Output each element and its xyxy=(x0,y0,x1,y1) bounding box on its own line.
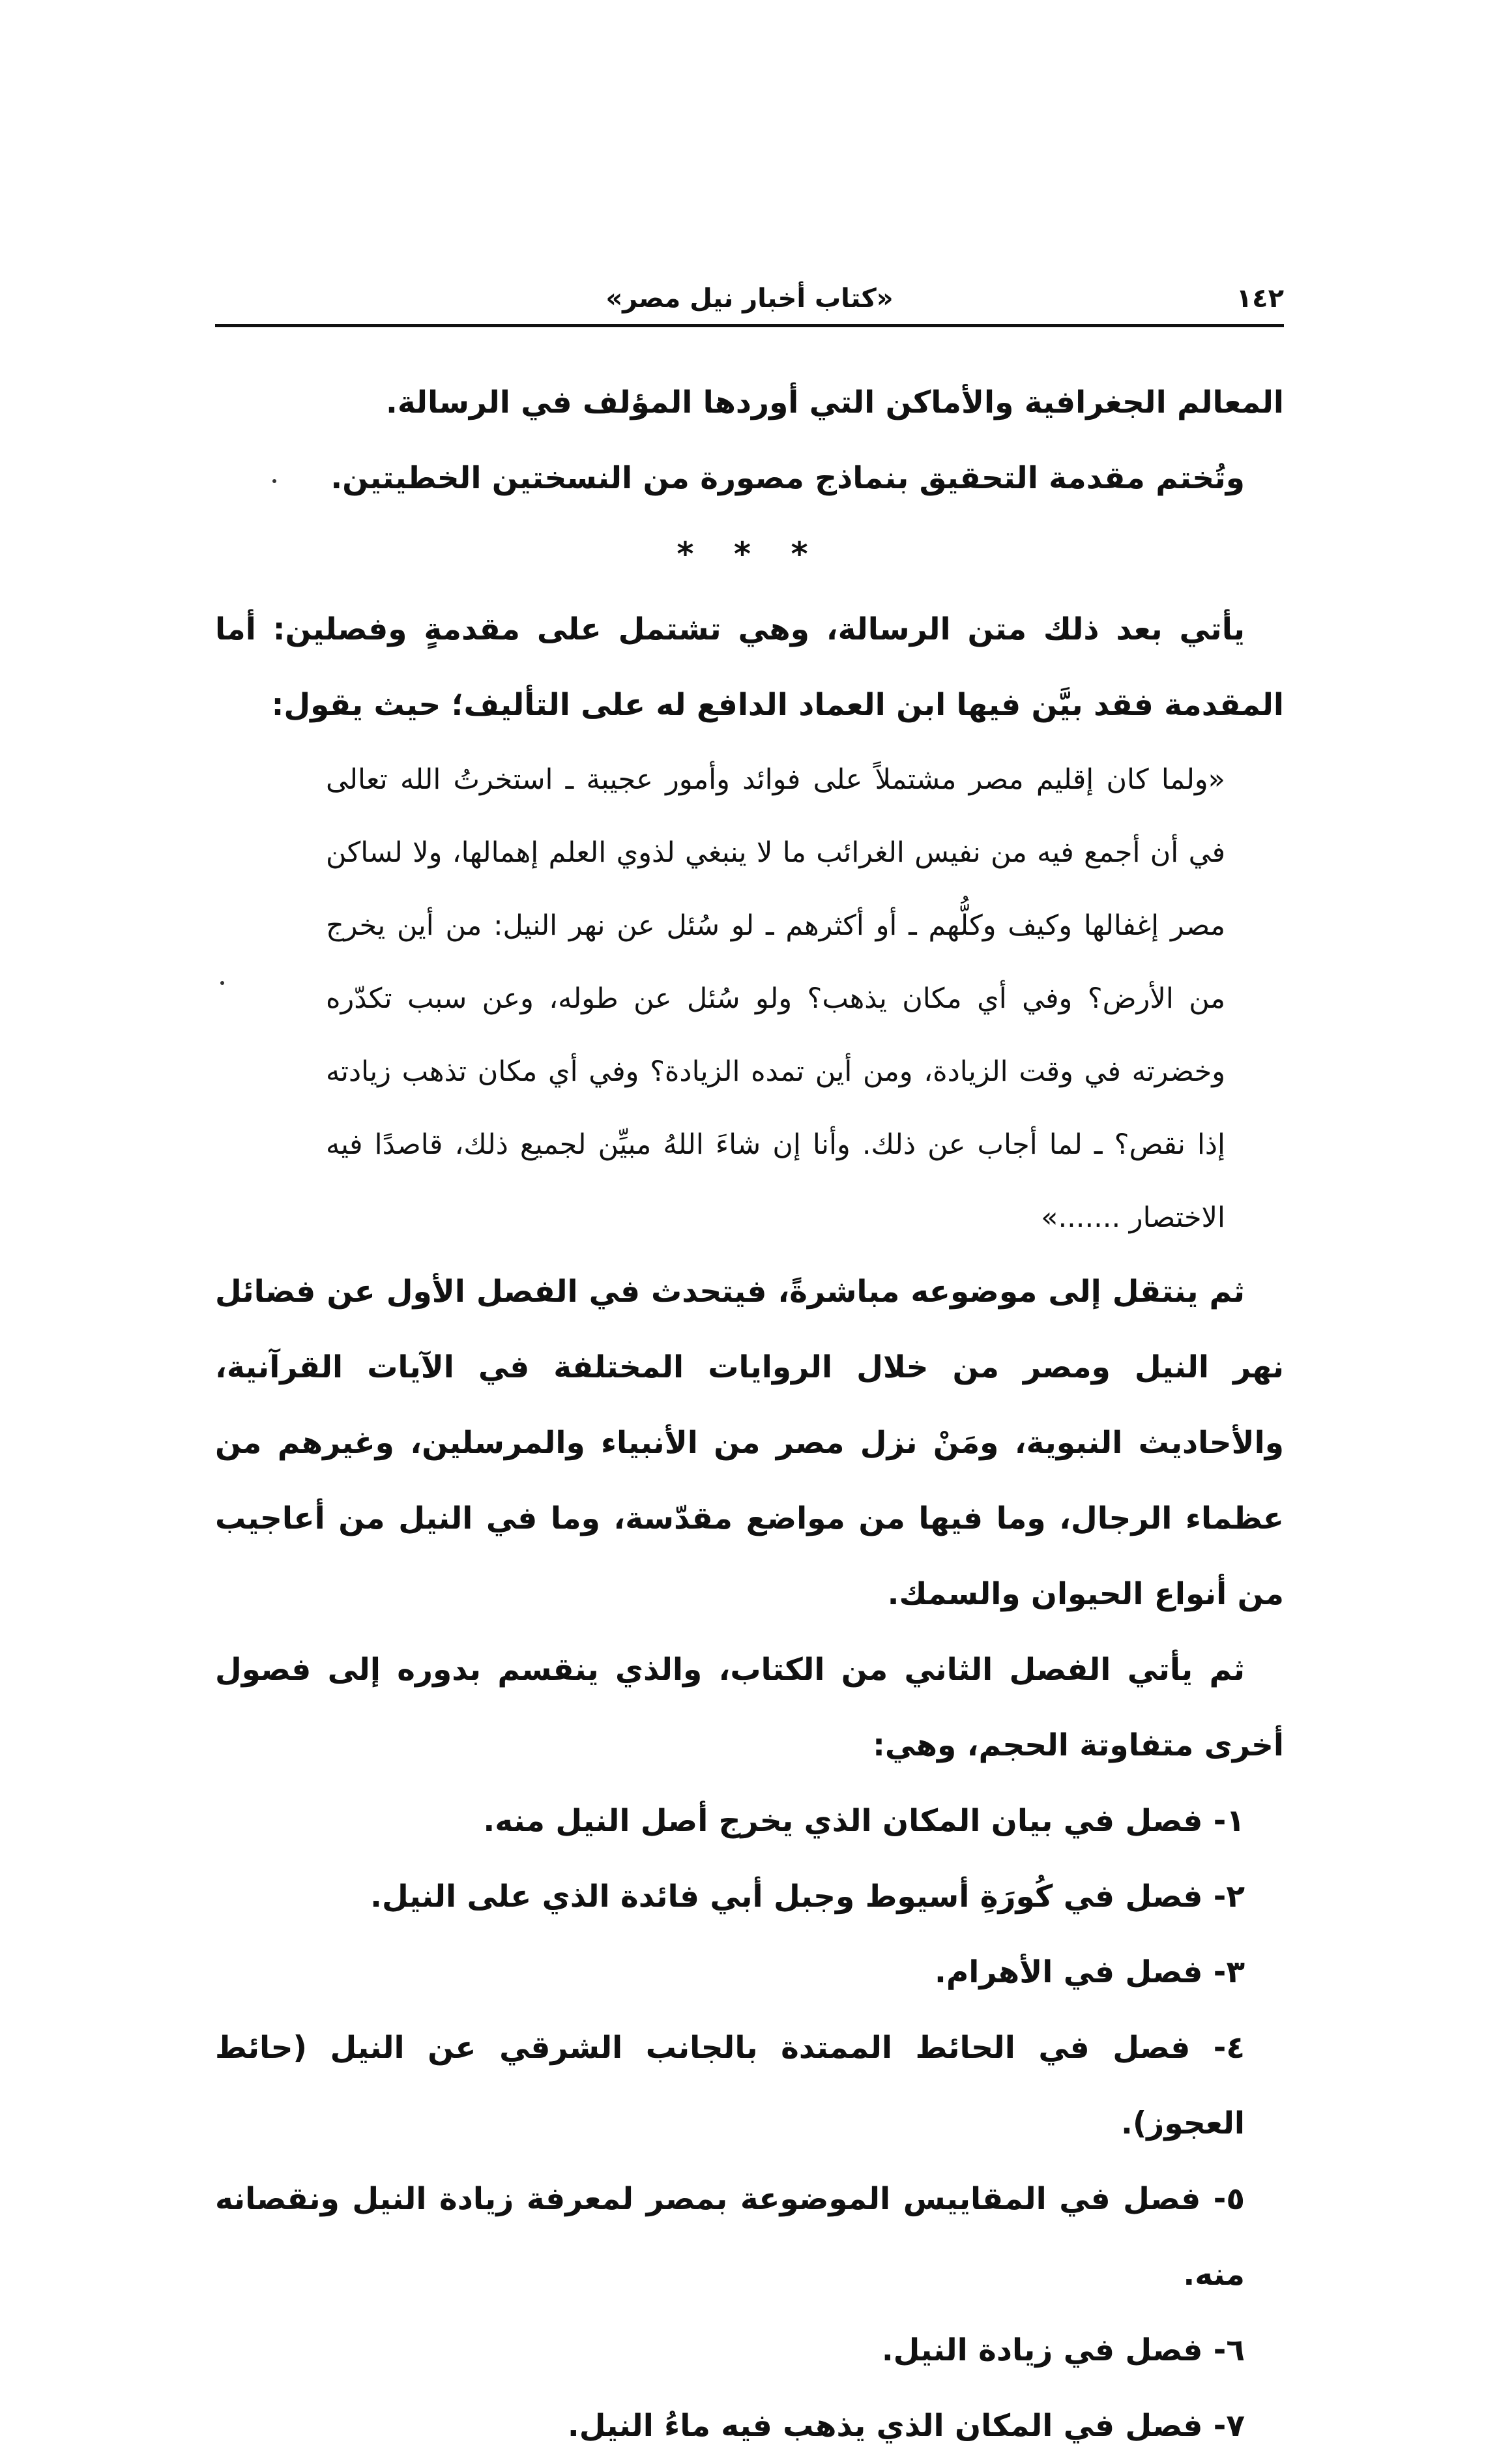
paragraph-chapter-one: ثم ينتقل إلى موضوعه مباشرةً، فيتحدث في الفصل الأول عن فضائل نهر النيل ومصر من خلال الروايات المختلفة في الآيات القرآنية، والأحاديث النبوية، ومَنْ نزل مصر من الأنبياء والمرسلين، وغيرهم من عظماء الرجال، وما فيها من مواضع مقدّسة، وما في النيل من أعاجيب من أنواع الحيوان والسمك. xyxy=(215,1274,1284,1612)
section-separator: * * * xyxy=(677,535,822,573)
paragraph-intro: يأتي بعد ذلك متن الرسالة، وهي تشتمل على مقدمةٍ وفصلين: أما المقدمة فقد بيَّن فيها ابن العماد الدافع له على التأليف؛ حيث يقول: xyxy=(215,611,1284,723)
paragraph-chapter-two: ثم يأتي الفصل الثاني من الكتاب، والذي ينقسم بدوره إلى فصول أخرى متفاوتة الحجم، وهي: xyxy=(215,1652,1284,1763)
closing-line: وتُختم مقدمة التحقيق بنماذج مصورة من النسختين الخطيتين. xyxy=(330,460,1245,496)
list-item: ٣- فصل في الأهرام. xyxy=(935,1954,1245,1990)
list-item: ٦- فصل في زيادة النيل. xyxy=(881,2332,1245,2368)
intro-line: المعالم الجغرافية والأماكن التي أوردها المؤلف في الرسالة. xyxy=(386,385,1284,420)
list-item: ١- فصل في بيان المكان الذي يخرج أصل النيل منه. xyxy=(483,1803,1245,1839)
list-item: ٢- فصل في كُورَةِ أسيوط وجبل أبي فائدة الذي على النيل. xyxy=(370,1879,1245,1914)
header-rule xyxy=(215,324,1284,327)
scan-speck xyxy=(272,479,276,483)
page-number: ١٤٢ xyxy=(1236,284,1284,314)
list-item: ٧- فصل في المكان الذي يذهب فيه ماءُ النيل. xyxy=(567,2408,1245,2444)
author-quote: «ولما كان إقليم مصر مشتملاً على فوائد وأمور عجيبة ـ استخرتُ الله تعالى في أن أجمع فيه من نفيس الغرائب ما لا ينبغي لذوي العلم إهمالها، ولا لساكن مصر إغفالها وكيف وكلُّهم ـ أو أكثرهم ـ لو سُئل عن نهر النيل: من أين يخرج من الأرض؟ وفي أي مكان يذهب؟ ولو سُئل عن طوله، وعن سبب تكدّره وخضرته في وقت الزيادة، ومن أين تمده الزيادة؟ وفي أي مكان تذهب زيادته إذا نقص؟ ـ لما أجاب عن ذلك. وأنا إن شاءَ اللهُ مبيِّن لجميع ذلك، قاصدًا فيه الاختصار .......» xyxy=(326,763,1225,1234)
list-item: ٤- فصل في الحائط الممتدة بالجانب الشرقي عن النيل (حائط العجوز). xyxy=(215,2030,1245,2141)
page-header xyxy=(215,284,1284,323)
chapter-list xyxy=(215,1783,1284,2464)
scan-speck xyxy=(220,981,224,985)
list-item: ٥- فصل في المقاييس الموضوعة بمصر لمعرفة زيادة النيل ونقصانه منه. xyxy=(215,2181,1245,2293)
page-body xyxy=(215,365,1284,2464)
running-title: «كتاب أخبار نيل مصر» xyxy=(605,284,894,314)
